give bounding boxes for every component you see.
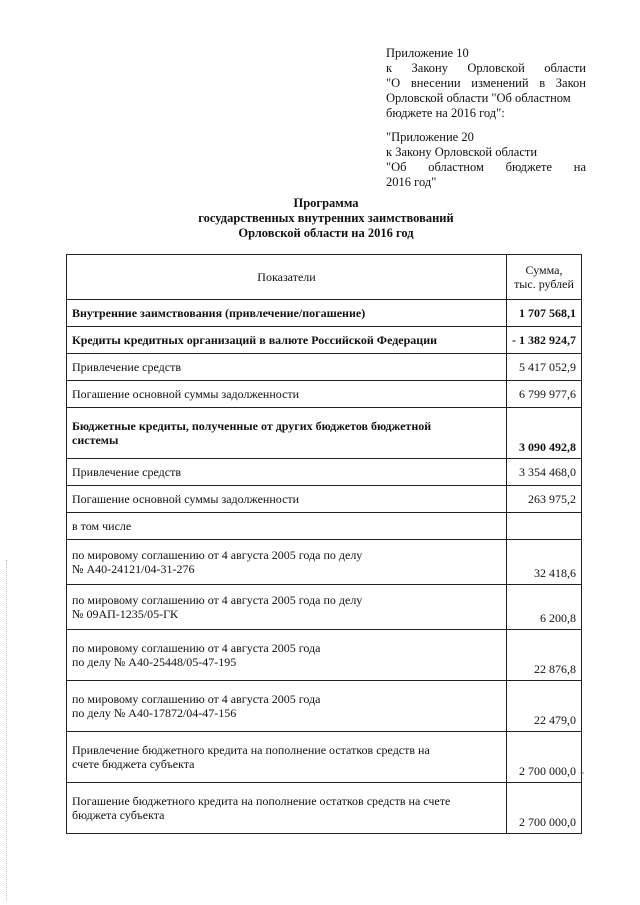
header-amount-line2: тыс. рублей	[514, 277, 574, 291]
table-header-row	[67, 255, 582, 300]
row-name-line1: Погашение бюджетного кредита на пополнение остатков средств на счете	[72, 794, 451, 808]
row-sum: 32 418,6	[507, 540, 582, 585]
word: изменений	[471, 76, 529, 90]
appendix-10-line5: бюджете на 2016 год":	[386, 106, 505, 120]
appendix-20-budget-line	[386, 160, 586, 175]
row-name-line2: бюджета субъекта	[72, 808, 165, 822]
word: Орловской	[467, 61, 525, 75]
word: на	[573, 160, 586, 174]
appendix-20-number: "Приложение 20	[386, 130, 474, 144]
word: бюджете	[505, 160, 553, 174]
word: Закон	[555, 76, 586, 90]
document-title	[0, 196, 640, 241]
row-name	[67, 408, 507, 459]
title-line-1: Программа	[293, 196, 359, 210]
row-sum: 2 700 000,0	[507, 732, 582, 783]
row-sum: 22 479,0	[507, 681, 582, 732]
word: областном	[428, 160, 484, 174]
row-name: Внутренние заимствования (привлечение/погашение)	[67, 300, 507, 327]
row-name: Погашение основной суммы задолженности	[67, 486, 507, 513]
row-sum: 5 417 052,9	[507, 354, 582, 381]
table-row	[67, 540, 582, 585]
row-sum: 22 876,8	[507, 630, 582, 681]
table-row	[67, 459, 582, 486]
row-name: Привлечение средств	[67, 354, 507, 381]
row-name	[67, 783, 507, 834]
row-name-line2: по делу № А40-17872/04-47-156	[72, 706, 237, 720]
word: Закону	[411, 61, 448, 75]
appendix-10-line4: Орловской области "Об областном	[386, 91, 571, 105]
row-name-line2: № 09АП-1235/05-ГК	[72, 607, 179, 621]
scan-margin-dots	[6, 560, 9, 900]
table-row	[67, 486, 582, 513]
row-sum: 6 799 977,6	[507, 381, 582, 408]
row-name: Кредиты кредитных организаций в валюте Российской Федерации	[67, 327, 507, 354]
appendix-20-heading	[386, 130, 586, 190]
row-sum: 2 700 000,0	[507, 783, 582, 834]
table-row	[67, 681, 582, 732]
word: внесении	[410, 76, 461, 90]
table-row	[67, 327, 582, 354]
appendix-20-year-line: 2016 год"	[386, 175, 437, 189]
row-name	[67, 540, 507, 585]
header-indicators: Показатели	[67, 255, 507, 300]
table-row	[67, 354, 582, 381]
word: "О	[386, 76, 401, 90]
row-name: Погашение основной суммы задолженности	[67, 381, 507, 408]
appendix-10-law-line	[386, 61, 586, 76]
row-name-line1: Привлечение бюджетного кредита на пополнение остатков средств на	[72, 743, 430, 757]
table-row	[67, 585, 582, 630]
borrowing-program-table	[66, 254, 585, 834]
row-name	[67, 585, 507, 630]
appendix-10-number: Приложение 10	[386, 46, 469, 60]
closing-quote-mark: "	[580, 771, 585, 782]
row-sum: 6 200,8	[507, 585, 582, 630]
row-sum: 3 090 492,8	[507, 408, 582, 459]
word: "Об	[386, 160, 407, 174]
word: области	[544, 61, 586, 75]
row-name-line2: системы	[72, 433, 119, 447]
header-amount-line1: Сумма,	[525, 263, 563, 277]
title-line-2: государственных внутренних заимствований	[198, 211, 454, 225]
table-row	[67, 300, 582, 327]
header-amount	[507, 255, 582, 300]
appendix-10-heading	[386, 46, 586, 121]
row-sum: 3 354 468,0	[507, 459, 582, 486]
row-name: Привлечение средств	[67, 459, 507, 486]
row-name	[67, 732, 507, 783]
row-sum	[507, 513, 582, 540]
table-row	[67, 783, 582, 834]
row-name-line1: по мировому соглашению от 4 августа 2005 года	[72, 692, 321, 706]
row-name-line1: Бюджетные кредиты, полученные от других бюджетов бюджетной	[72, 419, 432, 433]
table-row	[67, 381, 582, 408]
title-line-3: Орловской области на 2016 год	[238, 226, 414, 240]
row-sum: 1 707 568,1	[507, 300, 582, 327]
appendix-20-law-line: к Закону Орловской области	[386, 145, 538, 159]
table-row	[67, 732, 582, 783]
row-name: в том числе	[67, 513, 507, 540]
table-row	[67, 630, 582, 681]
word: в	[539, 76, 546, 90]
row-name	[67, 681, 507, 732]
table-row	[67, 408, 582, 459]
row-sum: - 1 382 924,7	[507, 327, 582, 354]
word: к	[386, 61, 393, 75]
row-name-line1: по мировому соглашению от 4 августа 2005 года по делу	[72, 548, 363, 562]
row-name-line1: по мировому соглашению от 4 августа 2005 года по делу	[72, 593, 363, 607]
row-name-line2: № А40-24121/04-31-276	[72, 562, 195, 576]
row-name-line2: по делу № А40-25448/05-47-195	[72, 655, 237, 669]
row-sum: 263 975,2	[507, 486, 582, 513]
row-name	[67, 630, 507, 681]
table-row	[67, 513, 582, 540]
row-name-line2: счете бюджета субъекта	[72, 757, 195, 771]
row-name-line1: по мировому соглашению от 4 августа 2005 года	[72, 641, 321, 655]
appendix-10-amend-line	[386, 76, 586, 91]
